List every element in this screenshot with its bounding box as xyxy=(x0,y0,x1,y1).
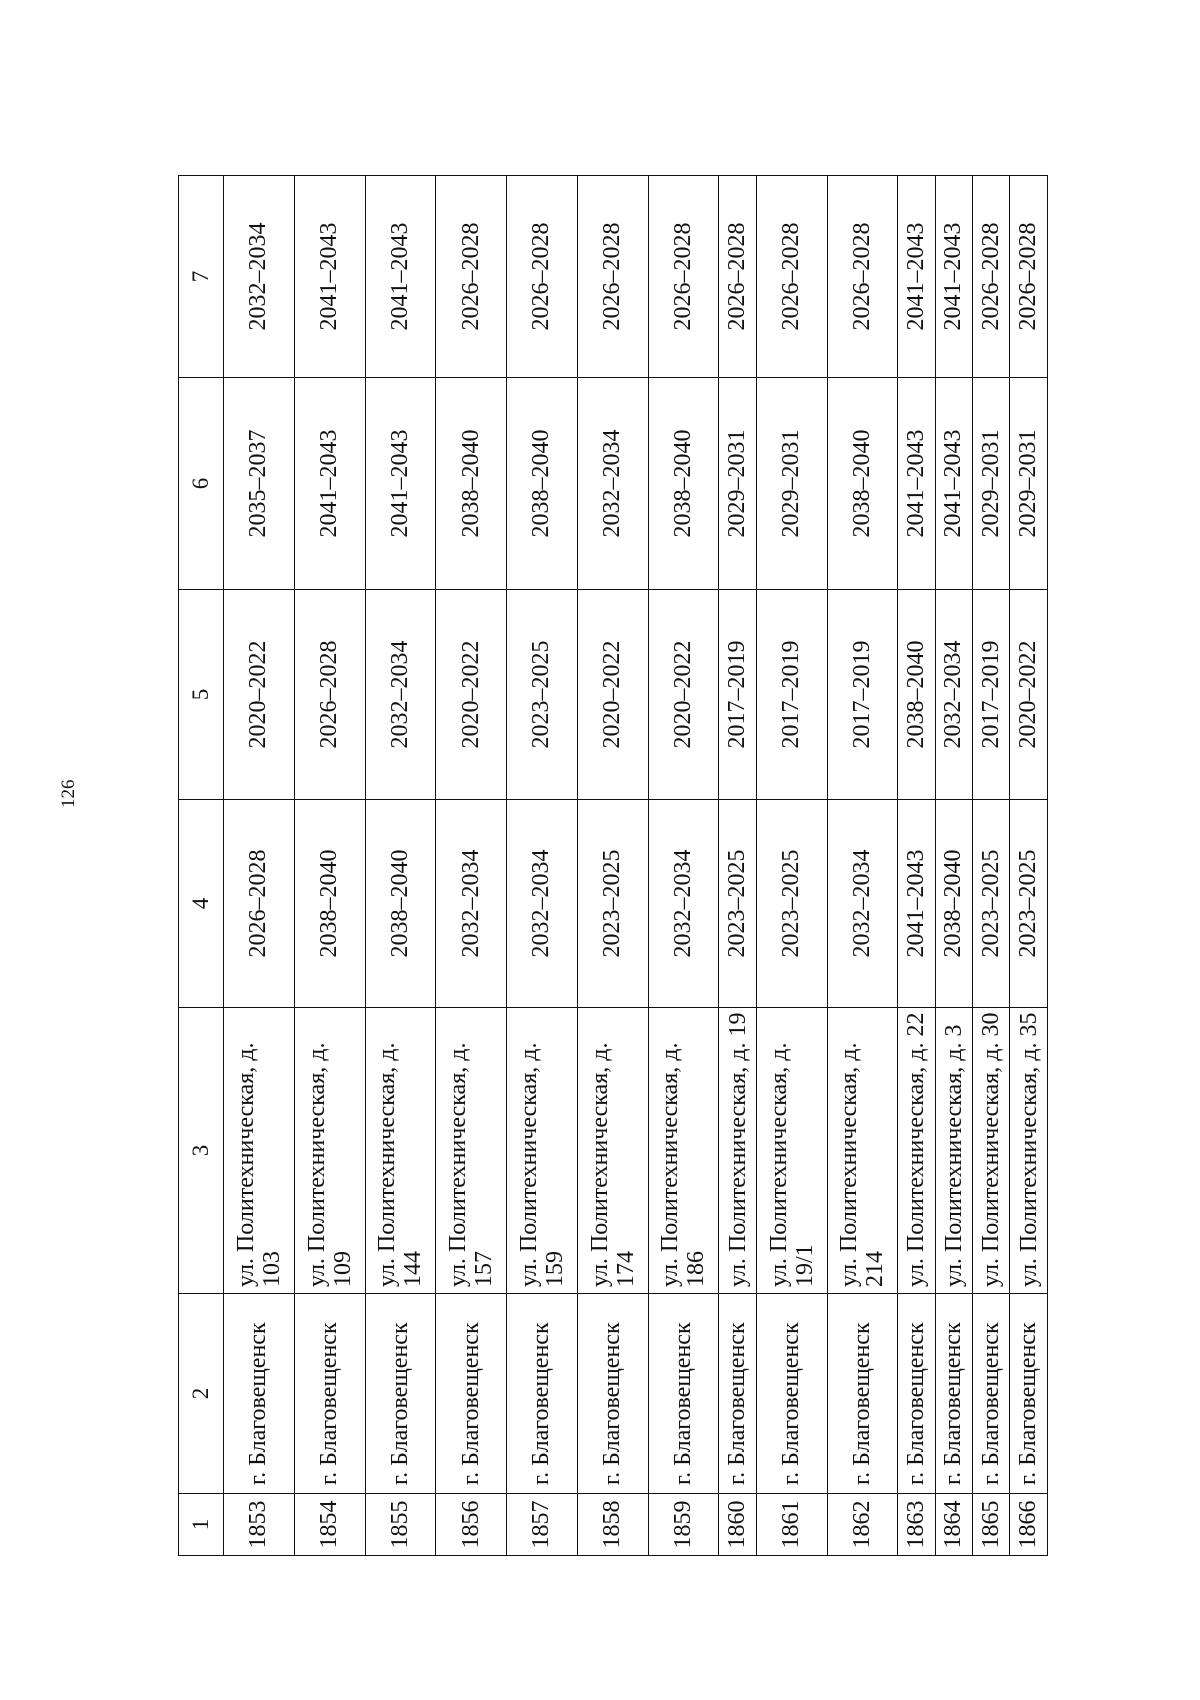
period-col-6-cell: 2029–2031 xyxy=(1010,378,1048,590)
period-col-4-cell: 2032–2034 xyxy=(648,800,719,1008)
city-cell: г. Благовещенск xyxy=(648,1294,719,1494)
period-col-7-cell: 2026–2028 xyxy=(436,176,507,378)
period-col-7-cell: 2026–2028 xyxy=(756,176,827,378)
period-col-6-cell: 2041–2043 xyxy=(294,378,365,590)
period-col-6-cell: 2035–2037 xyxy=(224,378,295,590)
address-cell: ул. Политехническая, д. 109 xyxy=(294,1008,365,1294)
period-col-6-cell: 2038–2040 xyxy=(648,378,719,590)
city-cell: г. Благовещенск xyxy=(294,1294,365,1494)
period-col-7-cell: 2041–2043 xyxy=(294,176,365,378)
row-number-cell: 1860 xyxy=(719,1494,756,1556)
period-col-7-cell: 2026–2028 xyxy=(648,176,719,378)
address-cell: ул. Политехническая, д. 144 xyxy=(365,1008,436,1294)
city-cell: г. Благовещенск xyxy=(577,1294,648,1494)
period-col-7-cell: 2026–2028 xyxy=(973,176,1010,378)
period-col-6-cell: 2029–2031 xyxy=(973,378,1010,590)
address-cell: ул. Политехническая, д. 157 xyxy=(436,1008,507,1294)
period-col-6-cell: 2041–2043 xyxy=(898,378,935,590)
table-row xyxy=(719,176,756,1556)
column-header-2: 2 xyxy=(179,1294,224,1494)
period-col-6-cell: 2029–2031 xyxy=(719,378,756,590)
column-header-6: 6 xyxy=(179,378,224,590)
address-cell: ул. Политехническая, д. 174 xyxy=(577,1008,648,1294)
period-col-5-cell: 2026–2028 xyxy=(294,590,365,800)
row-number-cell: 1863 xyxy=(898,1494,935,1556)
city-cell: г. Благовещенск xyxy=(973,1294,1010,1494)
address-cell: ул. Политехническая, д. 186 xyxy=(648,1008,719,1294)
header-row xyxy=(179,176,224,1556)
period-col-5-cell: 2023–2025 xyxy=(507,590,578,800)
table-row xyxy=(436,176,507,1556)
period-col-7-cell: 2026–2028 xyxy=(719,176,756,378)
column-header-5: 5 xyxy=(179,590,224,800)
city-cell: г. Благовещенск xyxy=(719,1294,756,1494)
row-number-cell: 1859 xyxy=(648,1494,719,1556)
period-col-6-cell: 2038–2040 xyxy=(507,378,578,590)
period-col-5-cell: 2032–2034 xyxy=(365,590,436,800)
period-col-6-cell: 2029–2031 xyxy=(756,378,827,590)
period-col-6-cell: 2041–2043 xyxy=(365,378,436,590)
table-row xyxy=(294,176,365,1556)
period-col-7-cell: 2041–2043 xyxy=(935,176,972,378)
column-header-3: 3 xyxy=(179,1008,224,1294)
period-col-5-cell: 2032–2034 xyxy=(935,590,972,800)
city-cell: г. Благовещенск xyxy=(365,1294,436,1494)
column-header-1: 1 xyxy=(179,1494,224,1556)
period-col-5-cell: 2020–2022 xyxy=(1010,590,1048,800)
period-col-5-cell: 2020–2022 xyxy=(436,590,507,800)
row-number-cell: 1858 xyxy=(577,1494,648,1556)
row-number-cell: 1866 xyxy=(1010,1494,1048,1556)
row-number-cell: 1865 xyxy=(973,1494,1010,1556)
period-col-4-cell: 2038–2040 xyxy=(935,800,972,1008)
table-row xyxy=(507,176,578,1556)
period-col-4-cell: 2038–2040 xyxy=(365,800,436,1008)
city-cell: г. Благовещенск xyxy=(224,1294,295,1494)
city-cell: г. Благовещенск xyxy=(436,1294,507,1494)
page-number: 126 xyxy=(58,779,79,808)
row-number-cell: 1853 xyxy=(224,1494,295,1556)
period-col-5-cell: 2020–2022 xyxy=(648,590,719,800)
period-col-5-cell: 2017–2019 xyxy=(827,590,898,800)
column-header-4: 4 xyxy=(179,800,224,1008)
address-cell: ул. Политехническая, д. 3 xyxy=(935,1008,972,1294)
period-col-5-cell: 2020–2022 xyxy=(577,590,648,800)
city-cell: г. Благовещенск xyxy=(827,1294,898,1494)
address-cell: ул. Политехническая, д. 159 xyxy=(507,1008,578,1294)
period-col-7-cell: 2041–2043 xyxy=(365,176,436,378)
table-row xyxy=(756,176,827,1556)
period-col-6-cell: 2041–2043 xyxy=(935,378,972,590)
city-cell: г. Благовещенск xyxy=(935,1294,972,1494)
table-row xyxy=(648,176,719,1556)
period-col-4-cell: 2023–2025 xyxy=(577,800,648,1008)
period-col-6-cell: 2038–2040 xyxy=(436,378,507,590)
table-row xyxy=(577,176,648,1556)
column-header-7: 7 xyxy=(179,176,224,378)
period-col-7-cell: 2026–2028 xyxy=(577,176,648,378)
period-col-4-cell: 2038–2040 xyxy=(294,800,365,1008)
period-col-5-cell: 2017–2019 xyxy=(719,590,756,800)
city-cell: г. Благовещенск xyxy=(756,1294,827,1494)
period-col-7-cell: 2026–2028 xyxy=(827,176,898,378)
period-col-7-cell: 2026–2028 xyxy=(507,176,578,378)
address-cell: ул. Политехническая, д. 19 xyxy=(719,1008,756,1294)
table-row xyxy=(1010,176,1048,1556)
period-col-5-cell: 2020–2022 xyxy=(224,590,295,800)
period-col-7-cell: 2041–2043 xyxy=(898,176,935,378)
address-cell: ул. Политехническая, д. 214 xyxy=(827,1008,898,1294)
housing-schedule-table xyxy=(178,175,1048,1556)
row-number-cell: 1854 xyxy=(294,1494,365,1556)
rotated-table-container xyxy=(178,176,1048,1556)
period-col-4-cell: 2026–2028 xyxy=(224,800,295,1008)
address-cell: ул. Политехническая, д. 35 xyxy=(1010,1008,1048,1294)
table-row xyxy=(827,176,898,1556)
row-number-cell: 1855 xyxy=(365,1494,436,1556)
city-cell: г. Благовещенск xyxy=(507,1294,578,1494)
address-cell: ул. Политехническая, д. 22 xyxy=(898,1008,935,1294)
row-number-cell: 1856 xyxy=(436,1494,507,1556)
period-col-6-cell: 2032–2034 xyxy=(577,378,648,590)
table-row xyxy=(365,176,436,1556)
row-number-cell: 1862 xyxy=(827,1494,898,1556)
period-col-4-cell: 2032–2034 xyxy=(436,800,507,1008)
row-number-cell: 1857 xyxy=(507,1494,578,1556)
period-col-4-cell: 2032–2034 xyxy=(827,800,898,1008)
period-col-7-cell: 2026–2028 xyxy=(1010,176,1048,378)
address-cell: ул. Политехническая, д. 30 xyxy=(973,1008,1010,1294)
address-cell: ул. Политехническая, д. 19/1 xyxy=(756,1008,827,1294)
period-col-4-cell: 2041–2043 xyxy=(898,800,935,1008)
address-cell: ул. Политехническая, д. 103 xyxy=(224,1008,295,1294)
city-cell: г. Благовещенск xyxy=(1010,1294,1048,1494)
table-row xyxy=(224,176,295,1556)
period-col-4-cell: 2023–2025 xyxy=(973,800,1010,1008)
period-col-7-cell: 2032–2034 xyxy=(224,176,295,378)
period-col-4-cell: 2023–2025 xyxy=(1010,800,1048,1008)
table-row xyxy=(973,176,1010,1556)
row-number-cell: 1861 xyxy=(756,1494,827,1556)
period-col-5-cell: 2038–2040 xyxy=(898,590,935,800)
row-number-cell: 1864 xyxy=(935,1494,972,1556)
period-col-4-cell: 2023–2025 xyxy=(756,800,827,1008)
period-col-5-cell: 2017–2019 xyxy=(756,590,827,800)
table-row xyxy=(935,176,972,1556)
table-row xyxy=(898,176,935,1556)
period-col-5-cell: 2017–2019 xyxy=(973,590,1010,800)
period-col-4-cell: 2023–2025 xyxy=(719,800,756,1008)
table-body xyxy=(224,176,1048,1556)
period-col-4-cell: 2032–2034 xyxy=(507,800,578,1008)
period-col-6-cell: 2038–2040 xyxy=(827,378,898,590)
city-cell: г. Благовещенск xyxy=(898,1294,935,1494)
